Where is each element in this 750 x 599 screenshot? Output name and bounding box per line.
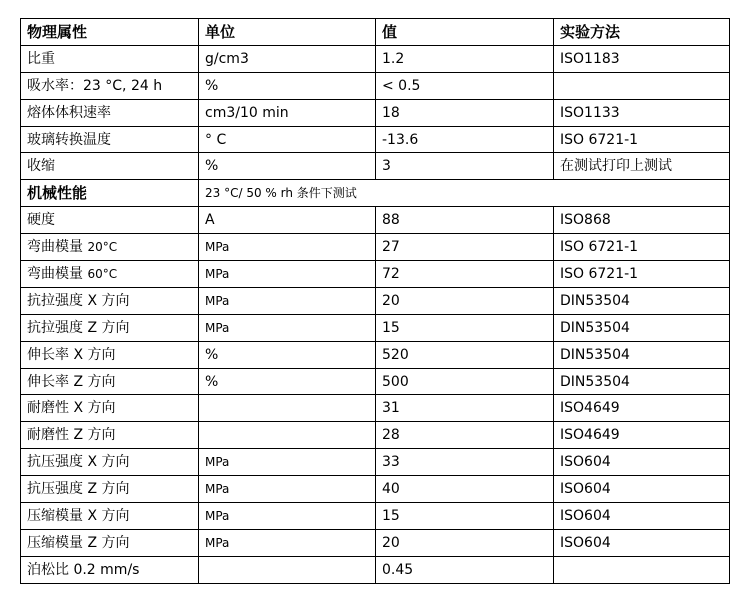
cell-value: -13.6 bbox=[376, 126, 554, 153]
property-text: 弯曲模量 bbox=[27, 265, 83, 282]
cell-value: 27 bbox=[376, 234, 554, 261]
cell-value: 33 bbox=[376, 449, 554, 476]
cell-property: 比重 bbox=[21, 45, 199, 72]
cell-method: DIN53504 bbox=[554, 314, 730, 341]
table-row bbox=[21, 529, 730, 556]
cell-method: ISO868 bbox=[554, 207, 730, 234]
cell-unit: % bbox=[199, 341, 376, 368]
table-row bbox=[21, 45, 730, 72]
table-row bbox=[21, 72, 730, 99]
cell-property: 吸水率：23 °C, 24 h bbox=[21, 72, 199, 99]
cell-method bbox=[554, 72, 730, 99]
cell-unit: g/cm3 bbox=[199, 45, 376, 72]
cell-property: 抗拉强度 Z 方向 bbox=[21, 314, 199, 341]
cell-method: ISO4649 bbox=[554, 422, 730, 449]
cell-property: 压缩模量 Z 方向 bbox=[21, 529, 199, 556]
header-unit: 单位 bbox=[199, 19, 376, 46]
section-row-mechanical bbox=[21, 180, 730, 207]
table-row bbox=[21, 341, 730, 368]
cell-value: 3 bbox=[376, 153, 554, 180]
cell-method: ISO604 bbox=[554, 529, 730, 556]
cell-property: 压缩模量 X 方向 bbox=[21, 503, 199, 530]
cell-method: DIN53504 bbox=[554, 368, 730, 395]
cell-property: 硬度 bbox=[21, 207, 199, 234]
cell-property bbox=[21, 261, 199, 288]
cell-property: 伸长率 Z 方向 bbox=[21, 368, 199, 395]
cell-value: < 0.5 bbox=[376, 72, 554, 99]
cell-method: ISO 6721-1 bbox=[554, 126, 730, 153]
cell-method: 在测试打印上测试 bbox=[554, 153, 730, 180]
cell-value: 520 bbox=[376, 341, 554, 368]
cell-property: 耐磨性 X 方向 bbox=[21, 395, 199, 422]
cell-unit: cm3/10 min bbox=[199, 99, 376, 126]
table-row bbox=[21, 207, 730, 234]
cell-value: 31 bbox=[376, 395, 554, 422]
cell-unit bbox=[199, 395, 376, 422]
cell-value: 0.45 bbox=[376, 556, 554, 583]
table-row bbox=[21, 99, 730, 126]
table-row bbox=[21, 476, 730, 503]
cell-property bbox=[21, 234, 199, 261]
cell-property: 抗压强度 X 方向 bbox=[21, 449, 199, 476]
cell-unit: MPa bbox=[199, 503, 376, 530]
table-row bbox=[21, 422, 730, 449]
cell-unit: A bbox=[199, 207, 376, 234]
cell-unit: MPa bbox=[199, 529, 376, 556]
cell-unit: MPa bbox=[199, 449, 376, 476]
cell-value: 72 bbox=[376, 261, 554, 288]
table-row bbox=[21, 287, 730, 314]
cell-unit: % bbox=[199, 153, 376, 180]
section-title: 机械性能 bbox=[21, 180, 199, 207]
cell-property: 玻璃转换温度 bbox=[21, 126, 199, 153]
cell-unit: MPa bbox=[199, 314, 376, 341]
cell-unit: ° C bbox=[199, 126, 376, 153]
cell-method: ISO 6721-1 bbox=[554, 234, 730, 261]
table-row bbox=[21, 153, 730, 180]
cell-property: 收缩 bbox=[21, 153, 199, 180]
table-row bbox=[21, 503, 730, 530]
cell-value: 28 bbox=[376, 422, 554, 449]
properties-table bbox=[20, 18, 730, 584]
test-condition: 23 °C/ 50 % rh 条件下测试 bbox=[199, 180, 730, 207]
table-row bbox=[21, 395, 730, 422]
table-row bbox=[21, 368, 730, 395]
cell-method: ISO604 bbox=[554, 449, 730, 476]
table-row bbox=[21, 261, 730, 288]
cell-value: 1.2 bbox=[376, 45, 554, 72]
cell-unit: % bbox=[199, 368, 376, 395]
cell-unit: MPa bbox=[199, 476, 376, 503]
cell-property: 抗拉强度 X 方向 bbox=[21, 287, 199, 314]
cell-property: 熔体体积速率 bbox=[21, 99, 199, 126]
cell-method: ISO 6721-1 bbox=[554, 261, 730, 288]
header-property: 物理属性 bbox=[21, 19, 199, 46]
cell-unit bbox=[199, 556, 376, 583]
cell-unit bbox=[199, 422, 376, 449]
cell-value: 15 bbox=[376, 314, 554, 341]
table-row bbox=[21, 126, 730, 153]
cell-property: 泊松比 0.2 mm/s bbox=[21, 556, 199, 583]
cell-value: 88 bbox=[376, 207, 554, 234]
cell-method bbox=[554, 556, 730, 583]
cell-unit: % bbox=[199, 72, 376, 99]
cell-value: 500 bbox=[376, 368, 554, 395]
header-value: 值 bbox=[376, 19, 554, 46]
cell-value: 20 bbox=[376, 529, 554, 556]
property-temperature: 20°C bbox=[87, 240, 118, 255]
table-row bbox=[21, 556, 730, 583]
cell-method: DIN53504 bbox=[554, 341, 730, 368]
table-row bbox=[21, 234, 730, 261]
cell-value: 18 bbox=[376, 99, 554, 126]
header-method: 实验方法 bbox=[554, 19, 730, 46]
cell-value: 15 bbox=[376, 503, 554, 530]
cell-method: ISO604 bbox=[554, 503, 730, 530]
cell-property: 伸长率 X 方向 bbox=[21, 341, 199, 368]
cell-unit: MPa bbox=[199, 261, 376, 288]
cell-unit: MPa bbox=[199, 287, 376, 314]
table-row bbox=[21, 449, 730, 476]
table-row bbox=[21, 314, 730, 341]
cell-method: ISO1133 bbox=[554, 99, 730, 126]
cell-property: 抗压强度 Z 方向 bbox=[21, 476, 199, 503]
cell-property: 耐磨性 Z 方向 bbox=[21, 422, 199, 449]
cell-method: DIN53504 bbox=[554, 287, 730, 314]
cell-method: ISO1183 bbox=[554, 45, 730, 72]
cell-unit: MPa bbox=[199, 234, 376, 261]
header-row bbox=[21, 19, 730, 46]
property-temperature: 60°C bbox=[87, 266, 118, 281]
property-text: 弯曲模量 bbox=[27, 239, 83, 256]
cell-value: 40 bbox=[376, 476, 554, 503]
cell-method: ISO604 bbox=[554, 476, 730, 503]
cell-method: ISO4649 bbox=[554, 395, 730, 422]
cell-value: 20 bbox=[376, 287, 554, 314]
